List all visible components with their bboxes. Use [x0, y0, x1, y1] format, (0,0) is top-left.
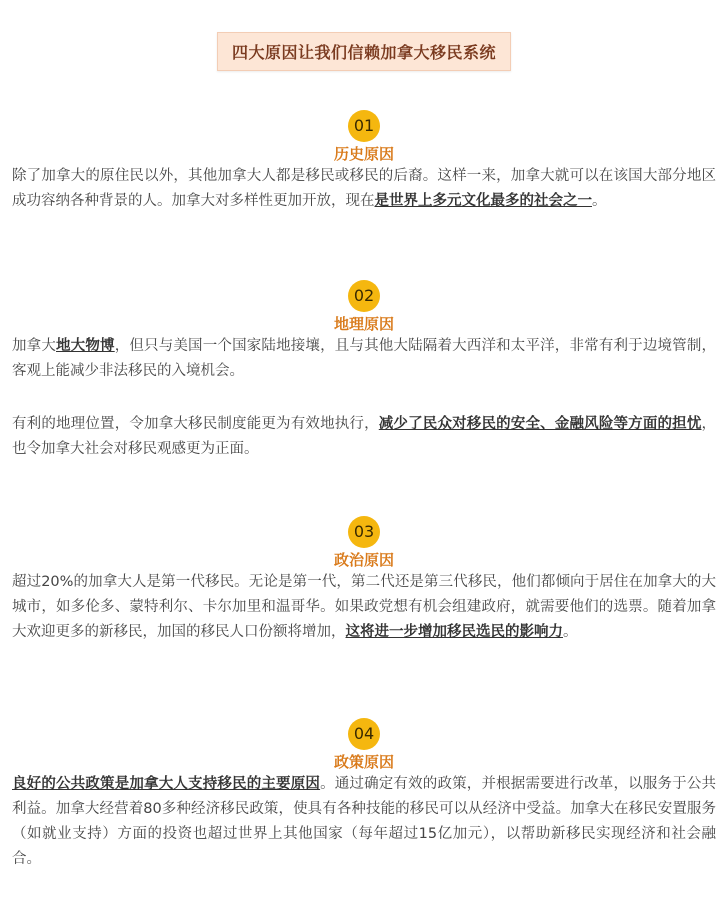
paragraph-text: 。 [563, 624, 578, 640]
paragraph-text: 。通过确定有效的政策，并根据需要进行改革，以服务于公共利益。加拿大经营着80多种经济移民政策，使具有各种技能的移民可以从经济中受益。加拿大在移民安置服务（如就业支持）方面的投资也超过世界上其他国家（每年超过15亿加元），以帮助新移民实现经济和社会融合。 [12, 776, 717, 867]
section-paragraph [0, 164, 728, 214]
section-paragraph [0, 772, 728, 872]
section-history [0, 110, 728, 214]
emphasis-text: 地大物博 [56, 338, 115, 354]
section-title: 政策原因 [333, 753, 394, 771]
section-number-badge: 04 [348, 718, 380, 750]
section-title: 历史原因 [333, 145, 394, 163]
section-title: 政治原因 [333, 551, 394, 569]
emphasis-text: 良好的公共政策是加拿大人支持移民的主要原因 [12, 776, 321, 792]
page-title: 四大原因让我们信赖加拿大移民系统 [217, 32, 511, 71]
emphasis-text: 减少了民众对移民的安全、金融风险等方面的担忧 [378, 416, 702, 432]
section-paragraph [0, 334, 728, 384]
section-number-badge: 03 [348, 516, 380, 548]
emphasis-text: 是世界上多元文化最多的社会之一 [374, 193, 592, 209]
paragraph-text: 加拿大 [12, 338, 57, 354]
section-geography [0, 280, 728, 462]
section-politics [0, 516, 728, 645]
section-number-badge: 02 [348, 280, 380, 312]
paragraph-text: ，但只与美国一个国家陆地接壤，且与其他大陆隔着大西洋和太平洋，非常有利于边境管制，客观上能减少非法移民的入境机会。 [12, 338, 717, 379]
paragraph-text: 。 [592, 193, 607, 209]
header [0, 32, 728, 71]
paragraph-text: 除了加拿大的原住民以外，其他加拿大人都是移民或移民的后裔。这样一来，加拿大就可以在该国大部分地区成功容纳各种背景的人。加拿大对多样性更加开放，现在 [12, 168, 716, 209]
section-paragraph [0, 412, 728, 462]
emphasis-text: 这将进一步增加移民选民的影响力 [345, 624, 563, 640]
paragraph-text: 超过20%的加拿大人是第一代移民。无论是第一代，第二代还是第三代移民，他们都倾向于居住在加拿大的大城市，如多伦多、蒙特利尔、卡尔加里和温哥华。如果政党想有机会组建政府，就需要他们的选票。随着加拿大欢迎更多的新移民，加国的移民人口份额将增加， [12, 574, 716, 640]
section-number-badge: 01 [348, 110, 380, 142]
paragraph-text: ，也令加拿大社会对移民观感更为正面。 [12, 416, 717, 457]
section-title: 地理原因 [333, 315, 394, 333]
section-policy [0, 718, 728, 872]
section-paragraph [0, 570, 728, 645]
paragraph-text: 有利的地理位置，令加拿大移民制度能更为有效地执行， [12, 416, 379, 432]
